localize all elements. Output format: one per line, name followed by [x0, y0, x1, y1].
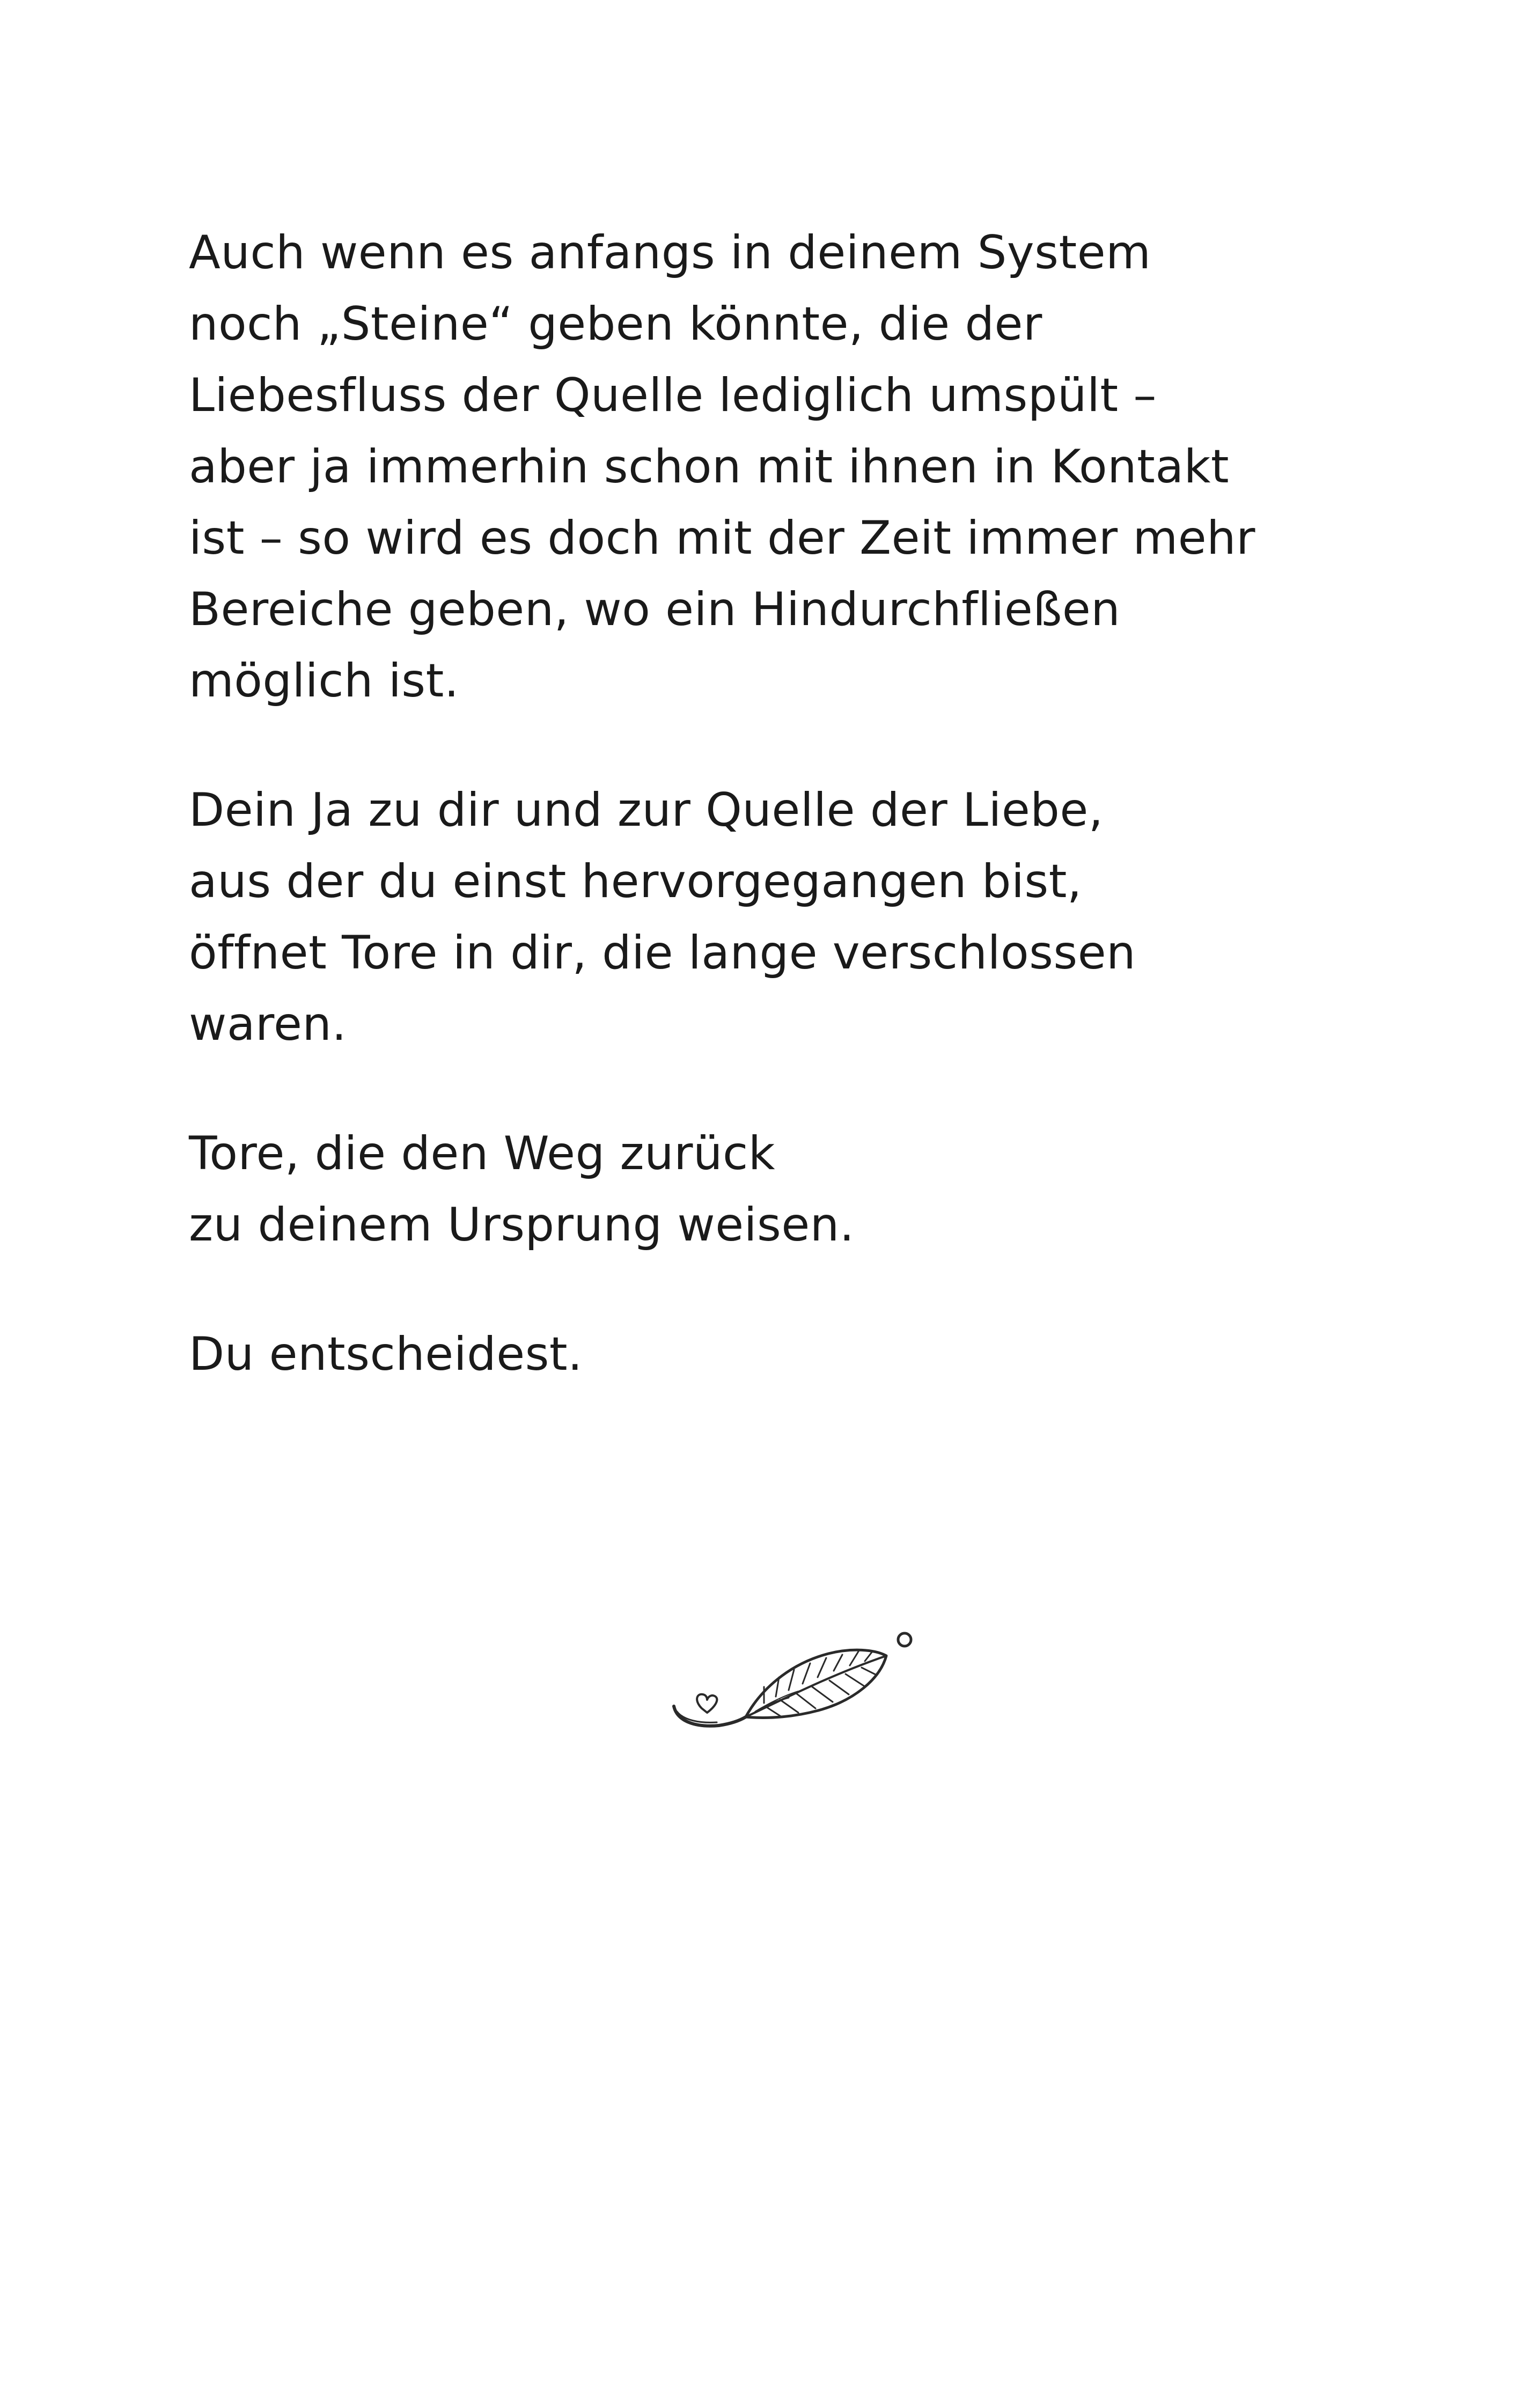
text-line: Du entscheidest. — [189, 1327, 583, 1381]
text-line: Bereiche geben, wo ein Hindurchfließen — [189, 583, 1121, 636]
stanza-2 — [189, 775, 1369, 1060]
text-line: waren. — [189, 997, 347, 1051]
text-line: öffnet Tore in dir, die lange verschlossen — [189, 926, 1136, 980]
text-line: Tore, die den Weg zurück — [189, 1127, 776, 1180]
stanza-3 — [189, 1118, 1369, 1261]
text-line: noch „Steine“ geben könnte, die der — [189, 297, 1042, 351]
body-text — [189, 217, 1369, 1390]
text-line: aus der du einst hervorgegangen bist, — [189, 855, 1082, 908]
feather-heart-icon — [670, 1631, 922, 1738]
text-line: zu deinem Ursprung weisen. — [189, 1198, 855, 1252]
text-line: Auch wenn es anfangs in deinem System — [189, 226, 1151, 280]
text-line: Liebesfluss der Quelle lediglich umspült – — [189, 369, 1157, 422]
text-line: Dein Ja zu dir und zur Quelle der Liebe, — [189, 783, 1104, 837]
stanza-4 — [189, 1319, 1369, 1390]
text-line: ist – so wird es doch mit der Zeit immer mehr — [189, 511, 1256, 565]
stanza-1 — [189, 217, 1369, 717]
text-line: aber ja immerhin schon mit ihnen in Kontakt — [189, 440, 1230, 494]
text-line: möglich ist. — [189, 654, 459, 708]
